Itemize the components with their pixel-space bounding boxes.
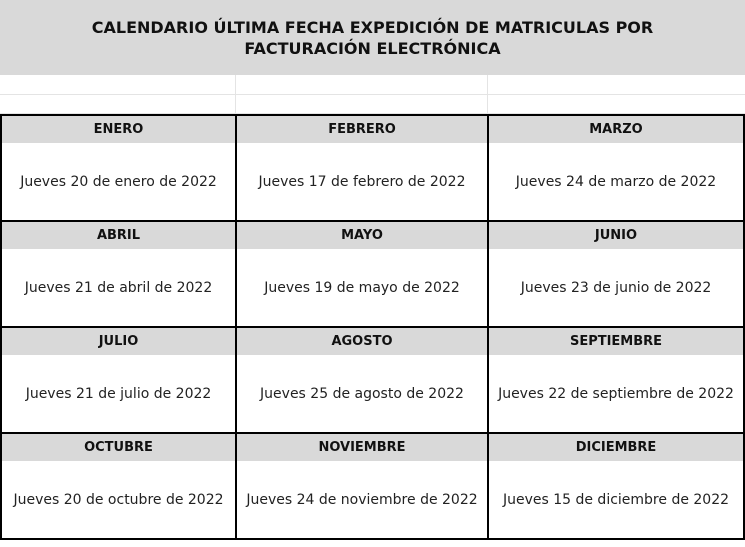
title-band (0, 0, 745, 75)
date-cell: Jueves 21 de julio de 2022 (1, 355, 236, 433)
date-row (1, 249, 744, 327)
date-cell: Jueves 21 de abril de 2022 (1, 249, 236, 327)
month-header: ENERO (1, 115, 236, 143)
calendar-table (0, 114, 745, 540)
date-row (1, 143, 744, 221)
date-cell: Jueves 25 de agosto de 2022 (236, 355, 488, 433)
month-header: JULIO (1, 327, 236, 355)
grid-line (235, 75, 236, 114)
month-header: NOVIEMBRE (236, 433, 488, 461)
date-cell: Jueves 23 de junio de 2022 (488, 249, 744, 327)
month-header: MARZO (488, 115, 744, 143)
grid-line (0, 94, 745, 95)
date-cell: Jueves 20 de octubre de 2022 (1, 461, 236, 539)
month-header: ABRIL (1, 221, 236, 249)
grid-line (487, 75, 488, 114)
month-header: MAYO (236, 221, 488, 249)
month-header: JUNIO (488, 221, 744, 249)
date-cell: Jueves 20 de enero de 2022 (1, 143, 236, 221)
date-row (1, 461, 744, 539)
date-cell: Jueves 22 de septiembre de 2022 (488, 355, 744, 433)
month-header-row (1, 115, 744, 143)
date-row (1, 355, 744, 433)
empty-sheet-rows (0, 75, 745, 114)
month-header-row (1, 327, 744, 355)
date-cell: Jueves 24 de noviembre de 2022 (236, 461, 488, 539)
month-header: AGOSTO (236, 327, 488, 355)
month-header: OCTUBRE (1, 433, 236, 461)
date-cell: Jueves 24 de marzo de 2022 (488, 143, 744, 221)
month-header: FEBRERO (236, 115, 488, 143)
month-header-row (1, 221, 744, 249)
month-header: DICIEMBRE (488, 433, 744, 461)
month-header: SEPTIEMBRE (488, 327, 744, 355)
month-header-row (1, 433, 744, 461)
date-cell: Jueves 19 de mayo de 2022 (236, 249, 488, 327)
date-cell: Jueves 17 de febrero de 2022 (236, 143, 488, 221)
date-cell: Jueves 15 de diciembre de 2022 (488, 461, 744, 539)
page-title: CALENDARIO ÚLTIMA FECHA EXPEDICIÓN DE MATRICULAS POR FACTURACIÓN ELECTRÓNICA (91, 17, 654, 58)
